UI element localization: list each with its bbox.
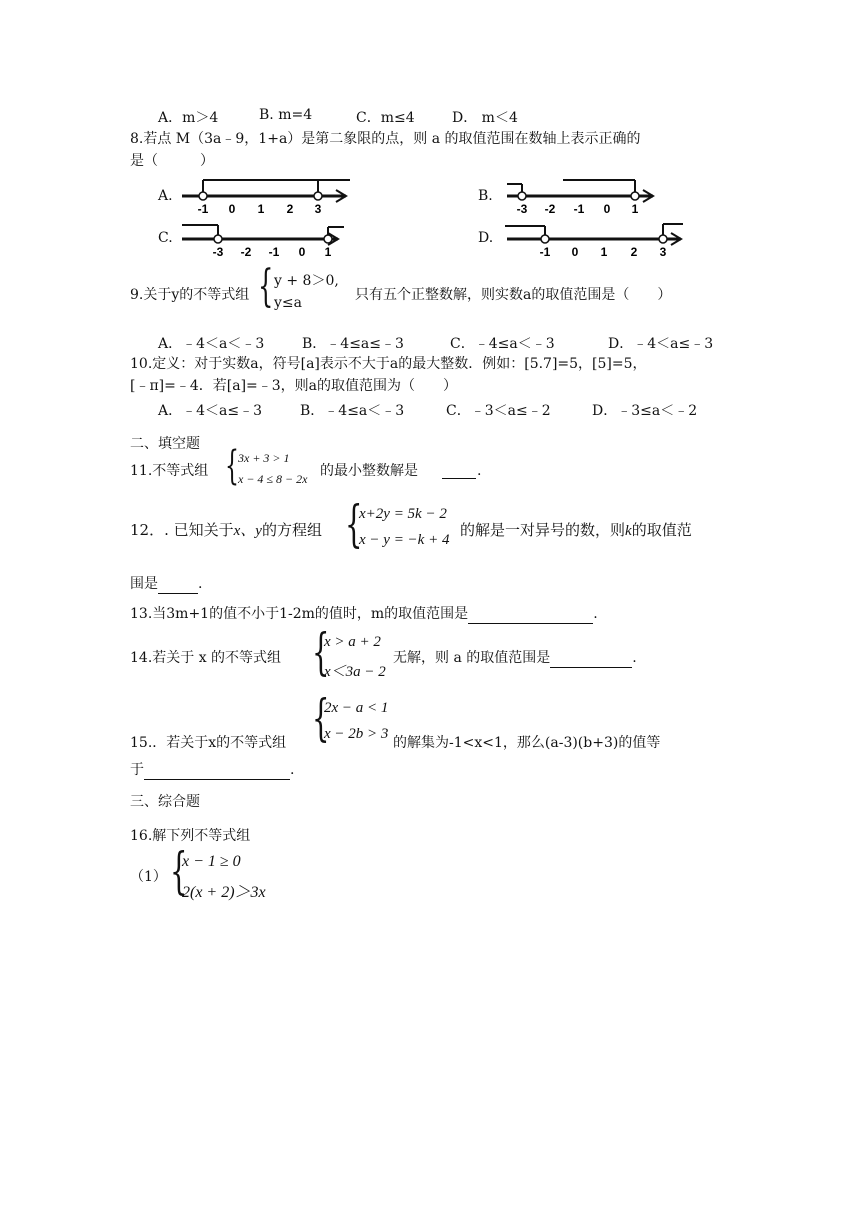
q11-system <box>225 443 325 494</box>
q10-line1: 10.定义：对于实数a，符号[a]表示不大于a的最大整数．例如：[5.7]=5，[5]=5， <box>130 356 647 372</box>
q9-row2: y≤a <box>274 295 302 311</box>
q12-vars: x、y <box>233 523 262 539</box>
section-3-title: 三、综合题 <box>130 794 200 810</box>
brace-icon: { <box>225 443 239 489</box>
tick-label: 2 <box>630 245 638 259</box>
q8-number-line-b <box>503 175 663 215</box>
q7-option-a: A．m＞4 <box>158 110 219 126</box>
q8-stem-line2: 是（ ） <box>130 153 214 169</box>
q12-line2-text: 围是 <box>130 576 158 592</box>
q15-period: . <box>290 762 295 778</box>
q15-prefix: 15.．若关于x的不等式组 <box>130 735 287 751</box>
tick-label: 3 <box>659 245 667 259</box>
q10-option-c: C．﹣3＜a≤﹣2 <box>446 403 551 419</box>
q10-option-a: A．﹣4＜a≤﹣3 <box>158 403 263 419</box>
tick-label: -2 <box>240 245 252 259</box>
q14-row2: x＜3a − 2 <box>324 664 386 680</box>
q11-suffix: 的最小整数解是 <box>320 463 418 479</box>
q8-label-b: B. <box>478 188 493 204</box>
q14-period: . <box>632 650 637 666</box>
q15-row2: x − 2b > 3 <box>324 726 389 742</box>
tick-label: -2 <box>544 202 556 216</box>
tick-label: 1 <box>631 202 639 216</box>
q8-number-line-d <box>503 218 688 258</box>
q12-period: . <box>198 576 203 592</box>
q11-row1: 3x + 3 > 1 <box>238 451 290 465</box>
q11-row2: x − 4 ≤ 8 − 2x <box>238 472 308 486</box>
brace-icon: { <box>170 842 188 900</box>
q14-prefix: 14.若关于 x 的不等式组 <box>130 650 282 666</box>
tick-label: 2 <box>286 202 294 216</box>
q14-suffix: 无解，则 a 的取值范围是 <box>393 650 551 666</box>
tick-label: -1 <box>268 245 280 259</box>
q12-row1: x+2y = 5k − 2 <box>359 506 447 522</box>
q15-system <box>312 689 402 752</box>
q15-line2-text: 于 <box>130 762 144 778</box>
tick-label: 0 <box>298 245 306 259</box>
brace-icon: { <box>312 623 330 681</box>
q16-part1-system <box>170 842 290 905</box>
q13-period: . <box>593 606 598 622</box>
tick-label: 1 <box>257 202 265 216</box>
q9-option-a: A．﹣4＜a＜﹣3 <box>158 336 265 352</box>
q8-label-d: D. <box>478 230 494 246</box>
q12-row2: x − y = −k + 4 <box>359 532 450 548</box>
tick-label: 0 <box>228 202 236 216</box>
q12-suffix1: 的解是一对异号的数，则 <box>460 521 626 539</box>
q16-row2: 2(x + 2)＞3x <box>182 884 266 901</box>
brace-icon: { <box>345 495 363 553</box>
q15-answer-blank[interactable] <box>144 765 290 780</box>
q13-line <box>130 604 598 624</box>
q9-row1: y + 8＞0, <box>274 273 339 289</box>
q12-k: k <box>625 523 632 539</box>
tick-label: -1 <box>197 202 209 216</box>
q7-option-b: B. m=4 <box>259 107 313 123</box>
q8-label-a: A. <box>158 188 173 204</box>
q7-option-c: C．m≤4 <box>356 110 415 126</box>
q8-number-line-c <box>178 218 353 258</box>
q15-suffix: 的解集为-1<x<1，那么(a-3)(b+3)的值等 <box>393 735 661 751</box>
q15-row1: 2x − a < 1 <box>324 700 389 716</box>
q12-prefix: 12．. 已知关于 <box>130 521 234 539</box>
tick-label: 0 <box>571 245 579 259</box>
tick-label: -3 <box>212 245 224 259</box>
q8-stem-line1: 8.若点 M（3a﹣9，1+a）是第二象限的点，则 a 的取值范围在数轴上表示正确的 <box>130 131 641 147</box>
q11-period: . <box>477 463 482 479</box>
q10-option-d: D．﹣3≤a＜﹣2 <box>592 403 698 419</box>
q12-line1-end <box>460 520 692 541</box>
q15-line2 <box>130 760 294 780</box>
tick-label: 1 <box>324 245 332 259</box>
tick-label: 1 <box>600 245 608 259</box>
q7-option-d: D． m＜4 <box>452 110 518 126</box>
q9-prefix: 9.关于y的不等式组 <box>130 287 250 303</box>
q10-line2: [﹣π]=﹣4．若[a]=﹣3，则a的取值范围为（ ） <box>130 378 458 394</box>
q12-answer-blank[interactable] <box>158 579 198 594</box>
tick-label: -3 <box>516 202 528 216</box>
q12-line2 <box>130 574 202 594</box>
q13-text: 13.当3m+1的值不小于1-2m的值时，m的取值范围是 <box>130 606 469 622</box>
tick-label: -1 <box>573 202 585 216</box>
q9-suffix: 只有五个正整数解，则实数a的取值范围是（ ） <box>355 287 672 303</box>
q10-option-b: B．﹣4≤a＜﹣3 <box>300 403 405 419</box>
q16-part1-label: （1） <box>130 869 167 885</box>
q11-prefix: 11.不等式组 <box>130 463 209 479</box>
q9-option-d: D．﹣4＜a≤﹣3 <box>608 336 714 352</box>
q9-system <box>258 261 358 318</box>
q12-mid: 的方程组 <box>261 521 322 539</box>
q9-option-b: B．﹣4≤a≤﹣3 <box>302 336 404 352</box>
tick-label: -1 <box>539 245 551 259</box>
q14-line-end <box>393 648 637 668</box>
q9-option-c: C．﹣4≤a＜﹣3 <box>450 336 555 352</box>
q8-label-c: C. <box>158 230 173 246</box>
q16-title: 16.解下列不等式组 <box>130 828 251 844</box>
q14-answer-blank[interactable] <box>550 653 632 668</box>
q8-number-line-a <box>178 175 363 215</box>
q14-row1: x > a + 2 <box>324 634 381 650</box>
q13-answer-blank[interactable] <box>468 609 593 624</box>
tick-label: 3 <box>314 202 322 216</box>
q16-row1: x − 1 ≥ 0 <box>182 853 241 870</box>
section-2-title: 二、填空题 <box>130 436 200 452</box>
brace-icon: { <box>258 261 274 312</box>
q12-system <box>345 495 465 558</box>
q11-answer-blank[interactable] <box>442 462 476 479</box>
q12-suffix2: 的取值范 <box>631 521 692 539</box>
q14-system <box>312 623 402 686</box>
q12-line1 <box>130 520 322 541</box>
tick-label: 0 <box>603 202 611 216</box>
brace-icon: { <box>312 689 330 747</box>
